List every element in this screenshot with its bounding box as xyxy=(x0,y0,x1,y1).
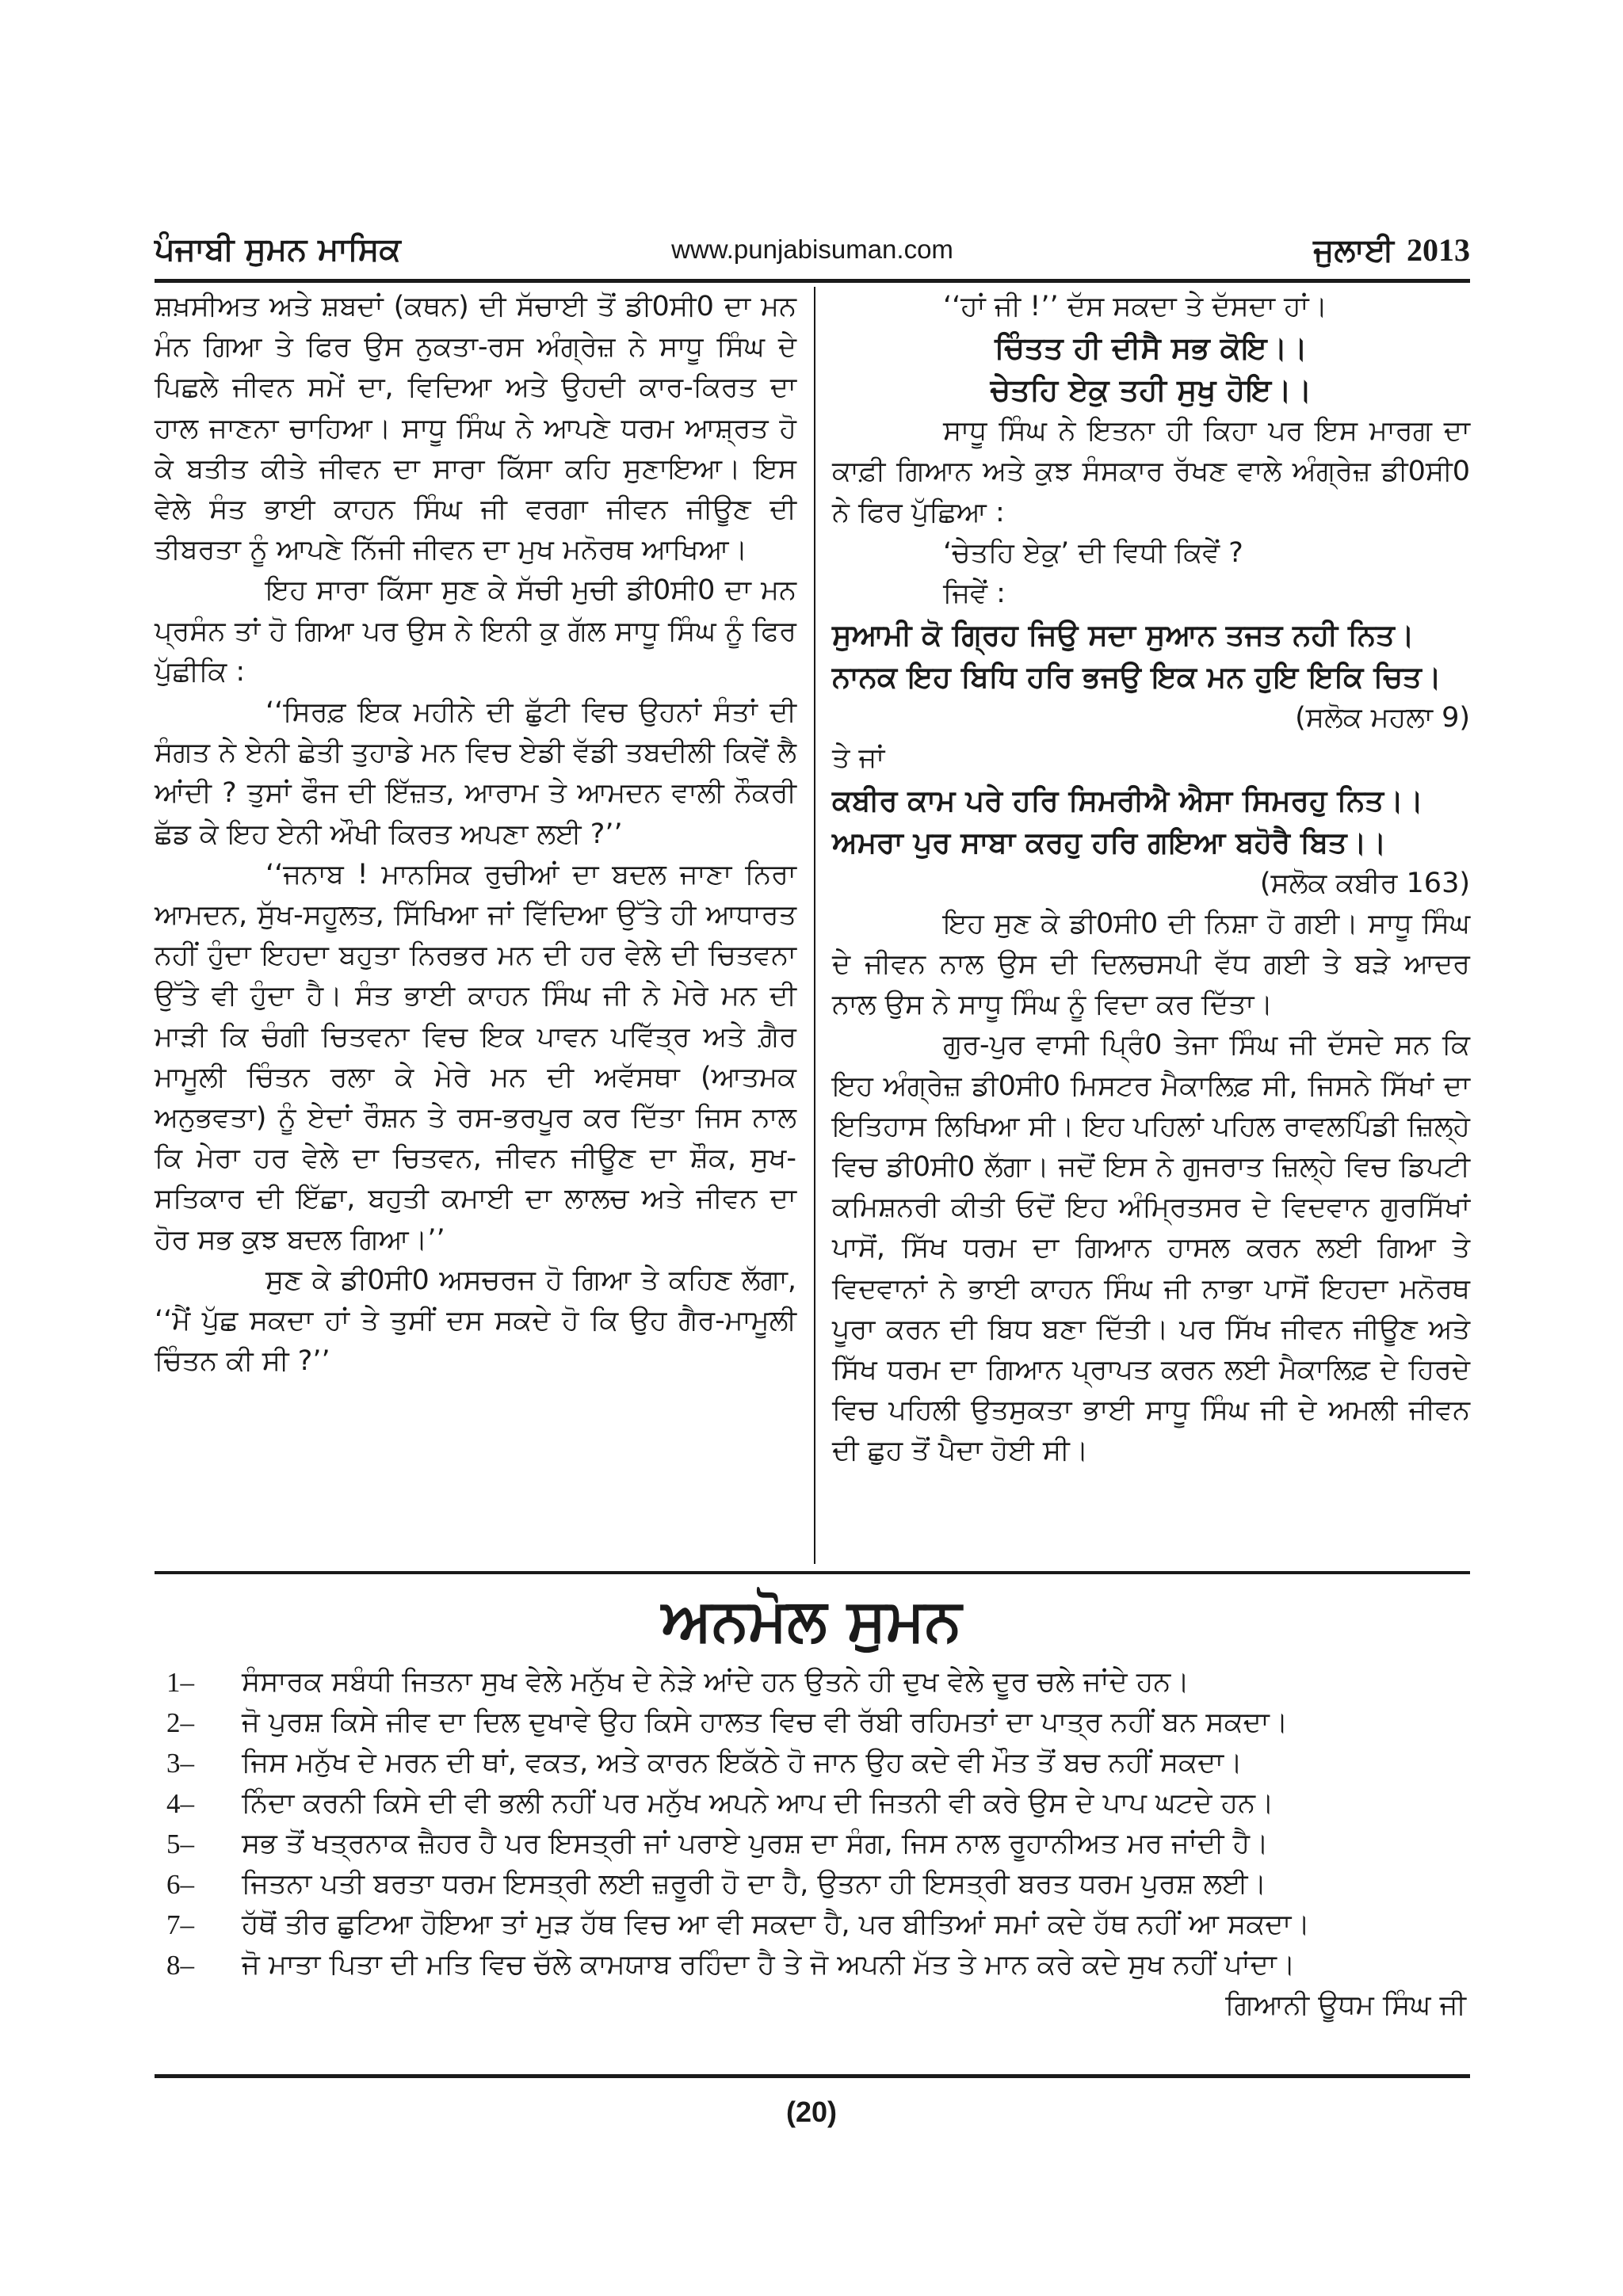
header-rule xyxy=(155,279,1470,283)
left-column xyxy=(155,287,796,1382)
left-paragraph-4: ‘‘ਜਨਾਬ ! ਮਾਨਸਿਕ ਰੁਚੀਆਂ ਦਾ ਬਦਲ ਜਾਣਾ ਨਿਰਾ ਆਮਦਨ, ਸੁੱਖ-ਸਹੂਲਤ, ਸਿੱਖਿਆ ਜਾਂ ਵਿੱਦਿਆ ਉੱਤੇ ਹੀ ਆਧਾਰਤ ਨਹੀਂ ਹੁੰਦਾ ਇਹਦਾ ਬਹੁਤਾ ਨਿਰਭਰ ਮਨ ਦੀ ਹਰ ਵੇਲੇ ਦੀ ਚਿਤਵਨਾ ਉੱਤੇ ਵੀ ਹੁੰਦਾ ਹੈ। ਸੰਤ ਭਾਈ ਕਾਹਨ ਸਿੰਘ ਜੀ ਨੇ ਮੇਰੇ ਮਨ ਦੀ ਮਾੜੀ ਕਿ ਚੰਗੀ ਚਿਤਵਨਾ ਵਿਚ ਇਕ ਪਾਵਨ ਪਵਿੱਤ੍ਰ ਅਤੇ ਗ਼ੈਰ ਮਾਮੂਲੀ ਚਿੰਤਨ ਰਲਾ ਕੇ ਮੇਰੇ ਮਨ ਦੀ ਅਵੱਸਥਾ (ਆਤਮਕ ਅਨੁਭਵਤਾ) ਨੂੰ ਏਦਾਂ ਰੌਸ਼ਨ ਤੇ ਰਸ-ਭਰਪੂਰ ਕਰ ਦਿੱਤਾ ਜਿਸ ਨਾਲ ਕਿ ਮੇਰਾ ਹਰ ਵੇਲੇ ਦਾ ਚਿਤਵਨ, ਜੀਵਨ ਜੀਊਣ ਦਾ ਸ਼ੌਕ, ਸੁਖ-ਸਤਿਕਾਰ ਦੀ ਇੱਛਾ, ਬਹੁਤੀ ਕਮਾਈ ਦਾ ਲਾਲਚ ਅਤੇ ਜੀਵਨ ਦਾ ਹੋਰ ਸਭ ਕੁਝ ਬਦਲ ਗਿਆ।’’ xyxy=(155,858,796,1256)
column-divider xyxy=(814,287,815,1564)
issue-year: 2013 xyxy=(1407,232,1470,268)
right-paragraph-1: ਸਾਧੂ ਸਿੰਘ ਨੇ ਇਤਨਾ ਹੀ ਕਿਹਾ ਪਰ ਇਸ ਮਾਰਗ ਦਾ ਕਾਫ਼ੀ ਗਿਆਨ ਅਤੇ ਕੁਝ ਸੰਸਕਾਰ ਰੱਖਣ ਵਾਲੇ ਅੰਗ੍ਰੇਜ਼ ਡੀ0ਸੀ0 ਨੇ ਫਿਰ ਪੁੱਛਿਆ : xyxy=(832,415,1470,528)
author-name: ਗਿਆਨੀ ਊਧਮ ਸਿੰਘ ਜੀ xyxy=(1225,1989,1466,2021)
right-question: ‘ਚੇਤਹਿ ਏਕੁ’ ਦੀ ਵਿਧੀ ਕਿਵੇਂ ? xyxy=(943,536,1243,569)
shabad-3-reference: (ਸਲੋਕ ਕਬੀਰ 163) xyxy=(1259,867,1470,899)
item-text: ਹੱਥੋਂ ਤੀਰ ਛੁਟਿਆ ਹੋਇਆ ਤਾਂ ਮੁੜ ਹੱਥ ਵਿਚ ਆ ਵੀ ਸਕਦਾ ਹੈ, ਪਰ ਬੀਤਿਆਂ ਸਮਾਂ ਕਦੇ ਹੱਥ ਨਹੀਂ ਆ ਸਕਦਾ। xyxy=(242,1909,1310,1940)
anmol-suman-list xyxy=(166,1662,1466,2026)
shabad-2-line-1: ਸੁਆਮੀ ਕੋ ਗ੍ਰਿਹ ਜਿਉ ਸਦਾ ਸੁਆਨ ਤਜਤ ਨਹੀ ਨਿਤ। xyxy=(832,618,1415,653)
item-text: ਸਭ ਤੋਂ ਖਤ੍ਰਨਾਕ ਜ਼ੈਹਰ ਹੈ ਪਰ ਇਸਤ੍ਰੀ ਜਾਂ ਪਰਾਏ ਪੁਰਸ਼ ਦਾ ਸੰਗ, ਜਿਸ ਨਾਲ ਰੂਹਾਨੀਅਤ ਮਰ ਜਾਂਦੀ ਹੈ। xyxy=(242,1828,1269,1859)
website-link[interactable]: www.punjabisuman.com xyxy=(671,235,953,264)
item-text: ਜੋ ਪੁਰਸ਼ ਕਿਸੇ ਜੀਵ ਦਾ ਦਿਲ ਦੁਖਾਵੇ ਉਹ ਕਿਸੇ ਹਾਲਤ ਵਿਚ ਵੀ ਰੱਬੀ ਰਹਿਮਤਾਂ ਦਾ ਪਾਤ੍ਰ ਨਹੀਂ ਬਨ ਸਕਦਾ। xyxy=(242,1707,1289,1738)
anmol-suman-title: ਅਨਮੋਲ ਸੁਮਨ xyxy=(661,1586,962,1654)
item-number: 3– xyxy=(166,1748,194,1779)
right-jiven: ਜਿਵੇਂ : xyxy=(943,578,1006,610)
issue-date xyxy=(1313,231,1470,269)
shabad-1-line-1: ਚਿੰਤਤ ਹੀ ਦੀਸੈ ਸਭ ਕੋਇ।। xyxy=(995,330,1308,366)
list-item xyxy=(166,1703,1466,1743)
item-text: ਜਿਸ ਮਨੁੱਖ ਦੇ ਮਰਨ ਦੀ ਥਾਂ, ਵਕਤ, ਅਤੇ ਕਾਰਨ ਇਕੱਠੇ ਹੋ ਜਾਨ ਉਹ ਕਦੇ ਵੀ ਮੌਤ ਤੋਂ ਬਚ ਨਹੀਂ ਸਕਦਾ। xyxy=(242,1747,1243,1779)
item-number: 2– xyxy=(166,1707,194,1738)
magazine-title: ਪੰਜਾਬੀ ਸੁਮਨ ਮਾਸਿਕ xyxy=(155,231,401,268)
item-text: ਨਿੰਦਾ ਕਰਨੀ ਕਿਸੇ ਦੀ ਵੀ ਭਲੀ ਨਹੀਂ ਪਰ ਮਨੁੱਖ ਅਪਨੇ ਆਪ ਦੀ ਜਿਤਨੀ ਵੀ ਕਰੇ ਉਸ ਦੇ ਪਾਪ ਘਟਦੇ ਹਨ। xyxy=(242,1787,1274,1819)
item-number: 8– xyxy=(166,1950,194,1981)
right-paragraph-2: ਇਹ ਸੁਣ ਕੇ ਡੀ0ਸੀ0 ਦੀ ਨਿਸ਼ਾ ਹੋ ਗਈ। ਸਾਧੂ ਸਿੰਘ ਦੇ ਜੀਵਨ ਨਾਲ ਉਸ ਦੀ ਦਿਲਚਸਪੀ ਵੱਧ ਗਈ ਤੇ ਬੜੇ ਆਦਰ ਨਾਲ ਉਸ ਨੇ ਸਾਧੂ ਸਿੰਘ ਨੂੰ ਵਿਦਾ ਕਰ ਦਿੱਤਾ। xyxy=(832,907,1470,1021)
list-item xyxy=(166,1824,1466,1864)
shabad-1-line-2: ਚੇਤਹਿ ਏਕੁ ਤਹੀ ਸੁਖੁ ਹੋਇ।। xyxy=(990,372,1312,408)
item-text: ਜਿਤਨਾ ਪਤੀ ਬਰਤਾ ਧਰਮ ਇਸਤ੍ਰੀ ਲਈ ਜ਼ਰੂਰੀ ਹੋ ਦਾ ਹੈ, ਉਤਨਾ ਹੀ ਇਸਤ੍ਰੀ ਬਰਤ ਧਰਮ ਪੁਰਸ਼ ਲਈ। xyxy=(242,1868,1267,1900)
shabad-2-reference: (ਸਲੋਕ ਮਹਲਾ 9) xyxy=(1295,702,1470,734)
left-paragraph-1: ਸ਼ਖ਼ਸੀਅਤ ਅਤੇ ਸ਼ਬਦਾਂ (ਕਥਨ) ਦੀ ਸੱਚਾਈ ਤੋਂ ਡੀ0ਸੀ0 ਦਾ ਮਨ ਮੰਨ ਗਿਆ ਤੇ ਫਿਰ ਉਸ ਨੁਕਤਾ-ਰਸ ਅੰਗ੍ਰੇਜ਼ ਨੇ ਸਾਧੂ ਸਿੰਘ ਦੇ ਪਿਛਲੇ ਜੀਵਨ ਸਮੇਂ ਦਾ, ਵਿਦਿਆ ਅਤੇ ਉਹਦੀ ਕਾਰ-ਕਿਰਤ ਦਾ ਹਾਲ ਜਾਣਨਾ ਚਾਹਿਆ। ਸਾਧੂ ਸਿੰਘ ਨੇ ਆਪਣੇ ਧਰਮ ਆਸ਼੍ਰਤ ਹੋ ਕੇ ਬਤੀਤ ਕੀਤੇ ਜੀਵਨ ਦਾ ਸਾਰਾ ਕਿੱਸਾ ਕਹਿ ਸੁਣਾਇਆ। ਇਸ ਵੇਲੇ ਸੰਤ ਭਾਈ ਕਾਹਨ ਸਿੰਘ ਜੀ ਵਰਗਾ ਜੀਵਨ ਜੀਊਣ ਦੀ ਤੀਬਰਤਾ ਨੂੰ ਆਪਣੇ ਨਿੱਜੀ ਜੀਵਨ ਦਾ ਮੁਖ ਮਨੋਰਥ ਆਖਿਆ। xyxy=(155,291,796,566)
list-item xyxy=(166,1905,1466,1945)
item-number: 4– xyxy=(166,1788,194,1819)
list-item xyxy=(166,1783,1466,1824)
left-paragraph-5: ਸੁਣ ਕੇ ਡੀ0ਸੀ0 ਅਸਚਰਜ ਹੋ ਗਿਆ ਤੇ ਕਹਿਣ ਲੱਗਾ, ‘‘ਮੈਂ ਪੁੱਛ ਸਕਦਾ ਹਾਂ ਤੇ ਤੁਸੀਂ ਦਸ ਸਕਦੇ ਹੋ ਕਿ ਉਹ ਗੈਰ-ਮਾਮੂਲੀ ਚਿੰਤਨ ਕੀ ਸੀ ?’’ xyxy=(155,1264,796,1378)
section-rule xyxy=(155,1571,1470,1574)
right-paragraph-3: ਗੁਰ-ਪੁਰ ਵਾਸੀ ਪ੍ਰਿੰ0 ਤੇਜਾ ਸਿੰਘ ਜੀ ਦੱਸਦੇ ਸਨ ਕਿ ਇਹ ਅੰਗ੍ਰੇਜ਼ ਡੀ0ਸੀ0 ਮਿਸਟਰ ਮੈਕਾਲਿਫ਼ ਸੀ, ਜਿਸਨੇ ਸਿੱਖਾਂ ਦਾ ਇਤਿਹਾਸ ਲਿਖਿਆ ਸੀ। ਇਹ ਪਹਿਲਾਂ ਪਹਿਲ ਰਾਵਲਪਿੰਡੀ ਜ਼ਿਲ੍ਹੇ ਵਿਚ ਡੀ0ਸੀ0 ਲੱਗਾ। ਜਦੋਂ ਇਸ ਨੇ ਗੁਜਰਾਤ ਜ਼ਿਲ੍ਹੇ ਵਿਚ ਡਿਪਟੀ ਕਮਿਸ਼ਨਰੀ ਕੀਤੀ ਓਦੋਂ ਇਹ ਅੰਮ੍ਰਿਤਸਰ ਦੇ ਵਿਦਵਾਨ ਗੁਰਸਿੱਖਾਂ ਪਾਸੋਂ, ਸਿੱਖ ਧਰਮ ਦਾ ਗਿਆਨ ਹਾਸਲ ਕਰਨ ਲਈ ਗਿਆ ਤੇ ਵਿਦਵਾਨਾਂ ਨੇ ਭਾਈ ਕਾਹਨ ਸਿੰਘ ਜੀ ਨਾਭਾ ਪਾਸੋਂ ਇਹਦਾ ਮਨੋਰਥ ਪੂਰਾ ਕਰਨ ਦੀ ਬਿਧ ਬਣਾ ਦਿੱਤੀ। ਪਰ ਸਿੱਖ ਜੀਵਨ ਜੀਊਣ ਅਤੇ ਸਿੱਖ ਧਰਮ ਦਾ ਗਿਆਨ ਪ੍ਰਾਪਤ ਕਰਨ ਲਈ ਮੈਕਾਲਿਫ਼ ਦੇ ਹਿਰਦੇ ਵਿਚ ਪਹਿਲੀ ਉਤਸੁਕਤਾ ਭਾਈ ਸਾਧੂ ਸਿੰਘ ਜੀ ਦੇ ਅਮਲੀ ਜੀਵਨ ਦੀ ਛੁਹ ਤੋਂ ਪੈਦਾ ਹੋਈ ਸੀ। xyxy=(832,1029,1470,1467)
item-text: ਜੋ ਮਾਤਾ ਪਿਤਾ ਦੀ ਮਤਿ ਵਿਚ ਚੱਲੇ ਕਾਮਯਾਬ ਰਹਿੰਦਾ ਹੈ ਤੇ ਜੋ ਅਪਨੀ ਮੱਤ ਤੇ ਮਾਨ ਕਰੇ ਕਦੇ ਸੁਖ ਨਹੀਂ ਪਾਂਦਾ। xyxy=(242,1949,1296,1981)
item-number: 5– xyxy=(166,1829,194,1859)
list-item xyxy=(166,1864,1466,1905)
issue-month: ਜੁਲਾਈ xyxy=(1313,232,1394,269)
page-number: (20) xyxy=(785,2096,838,2128)
right-intro: ‘‘ਹਾਂ ਜੀ !’’ ਦੱਸ ਸਕਦਾ ਤੇ ਦੱਸਦਾ ਹਾਂ। xyxy=(943,291,1328,322)
right-te-jan: ਤੇ ਜਾਂ xyxy=(832,742,885,775)
list-item xyxy=(166,1945,1466,1985)
right-column xyxy=(832,287,1470,1472)
list-item xyxy=(166,1662,1466,1703)
author-line xyxy=(166,1985,1466,2026)
item-number: 6– xyxy=(166,1869,194,1900)
item-text: ਸੰਸਾਰਕ ਸਬੰਧੀ ਜਿਤਨਾ ਸੁਖ ਵੇਲੇ ਮਨੁੱਖ ਦੇ ਨੇੜੇ ਆਂਦੇ ਹਨ ਉਤਨੇ ਹੀ ਦੁਖ ਵੇਲੇ ਦੂਰ ਚਲੇ ਜਾਂਦੇ ਹਨ। xyxy=(242,1666,1190,1698)
shabad-2-line-2: ਨਾਨਕ ਇਹ ਬਿਧਿ ਹਰਿ ਭਜਉ ਇਕ ਮਨ ਹੁਇ ਇਕਿ ਚਿਤ। xyxy=(832,660,1442,695)
shabad-3-line-2: ਅਮਰਾ ਪੁਰ ਸਾਬਾ ਕਰਹੁ ਹਰਿ ਗਇਆ ਬਹੋਰੈ ਬਿਤ।। xyxy=(832,825,1387,860)
item-number: 7– xyxy=(166,1909,194,1940)
page-header xyxy=(155,231,1470,279)
left-paragraph-3: ‘‘ਸਿਰਫ਼ ਇਕ ਮਹੀਨੇ ਦੀ ਛੁੱਟੀ ਵਿਚ ਉਹਨਾਂ ਸੰਤਾਂ ਦੀ ਸੰਗਤ ਨੇ ਏਨੀ ਛੇਤੀ ਤੁਹਾਡੇ ਮਨ ਵਿਚ ਏਡੀ ਵੱਡੀ ਤਬਦੀਲੀ ਕਿਵੇਂ ਲੈ ਆਂਦੀ ? ਤੁਸਾਂ ਫੌਜ ਦੀ ਇੱਜ਼ਤ, ਆਰਾਮ ਤੇ ਆਮਦਨ ਵਾਲੀ ਨੌਕਰੀ ਛੱਡ ਕੇ ਇਹ ਏਨੀ ਔਖੀ ਕਿਰਤ ਅਪਣਾ ਲਈ ?’’ xyxy=(155,696,796,850)
footer-rule xyxy=(155,2074,1470,2078)
left-paragraph-2: ਇਹ ਸਾਰਾ ਕਿੱਸਾ ਸੁਣ ਕੇ ਸੱਚੀ ਮੁਚੀ ਡੀ0ਸੀ0 ਦਾ ਮਨ ਪ੍ਰਸੰਨ ਤਾਂ ਹੋ ਗਿਆ ਪਰ ਉਸ ਨੇ ਇਨੀ ਕੁ ਗੱਲ ਸਾਧੂ ਸਿੰਘ ਨੂੰ ਫਿਰ ਪੁੱਛੀਕਿ : xyxy=(155,574,796,688)
shabad-3-line-1: ਕਬੀਰ ਕਾਮ ਪਰੇ ਹਰਿ ਸਿਮਰੀਐ ਐਸਾ ਸਿਮਰਹੁ ਨਿਤ।। xyxy=(832,783,1423,818)
list-item xyxy=(166,1743,1466,1783)
item-number: 1– xyxy=(166,1667,194,1698)
